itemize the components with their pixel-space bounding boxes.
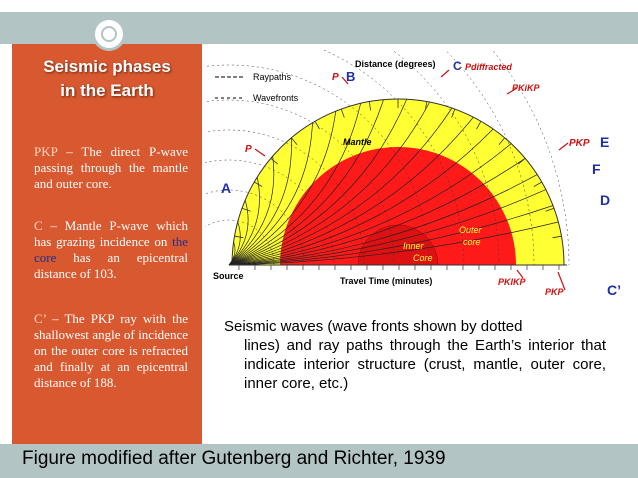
c-text-before: – Mantle P-wave which has grazing incidence on bbox=[34, 218, 188, 249]
point-e: E bbox=[600, 134, 610, 150]
legend-wavefronts-label: Wavefronts bbox=[253, 93, 299, 103]
phase-pkikp-bottom: PKIKP bbox=[498, 277, 526, 287]
point-c-prime: C’ bbox=[607, 282, 621, 298]
source-label: Source bbox=[213, 271, 244, 281]
c-text-after: has an epicentral distance of 103. bbox=[34, 250, 188, 281]
phase-pkp-right: PKP bbox=[569, 138, 590, 149]
panel-title bbox=[12, 55, 202, 103]
c-lead: C bbox=[34, 218, 43, 233]
c-prime-lead: C’ bbox=[34, 311, 47, 326]
phase-pdiffracted: Pdiffracted bbox=[465, 62, 512, 72]
seismic-figure bbox=[205, 50, 635, 300]
caption-rest: lines) and ray paths through the Earth’s interior that indicate interior structure (crust, mantle, outer core, inner core, etc.) bbox=[244, 337, 606, 392]
phase-c-label: C bbox=[453, 59, 462, 73]
point-b: B bbox=[346, 69, 356, 84]
outer-core-label-1: Outer bbox=[459, 225, 482, 235]
figure-caption bbox=[224, 317, 606, 393]
c-prime-text: – The PKP ray with the shallowest angle of incidence on the outer core is refracted and finally at an epicentral distance of 188. bbox=[34, 311, 188, 390]
circle-ornament bbox=[92, 17, 126, 51]
point-d: D bbox=[600, 192, 611, 208]
phase-p-1: P bbox=[332, 72, 339, 83]
point-f: F bbox=[592, 161, 601, 177]
legend bbox=[215, 72, 299, 103]
paragraph-c bbox=[34, 218, 188, 282]
inner-core-label-2: Core bbox=[413, 253, 433, 263]
caption-line-1: Seismic waves (wave fronts shown by dotted bbox=[224, 318, 523, 335]
c-highlight: the core bbox=[34, 234, 188, 265]
inner-core-label-1: Inner bbox=[403, 241, 424, 251]
footer-citation: Figure modified after Gutenberg and Richter, 1939 bbox=[22, 448, 446, 469]
paragraph-pkp bbox=[34, 144, 188, 192]
phase-pkikp-top: PKiKP bbox=[512, 83, 540, 93]
mantle-label: Mantle bbox=[343, 137, 372, 147]
outer-core-label-2: core bbox=[463, 237, 481, 247]
title-line-2: in the Earth bbox=[60, 81, 154, 100]
legend-raypaths-label: Raypaths bbox=[253, 72, 292, 82]
phase-pkp-bottom: PKP bbox=[545, 287, 564, 297]
phase-p-2: P bbox=[245, 144, 252, 155]
axis-top-label: Distance (degrees) bbox=[355, 59, 436, 69]
paragraph-c-prime bbox=[34, 311, 188, 391]
bottom-ticks bbox=[239, 265, 559, 270]
pkp-lead: PKP bbox=[34, 144, 58, 159]
point-a: A bbox=[221, 180, 232, 196]
pkp-text: – The direct P-wave passing through the mantle and outer core. bbox=[34, 144, 188, 191]
circle-ornament-inner bbox=[101, 26, 117, 42]
title-line-1: Seismic phases bbox=[43, 57, 171, 76]
axis-bottom-label: Travel Time (minutes) bbox=[340, 276, 433, 286]
